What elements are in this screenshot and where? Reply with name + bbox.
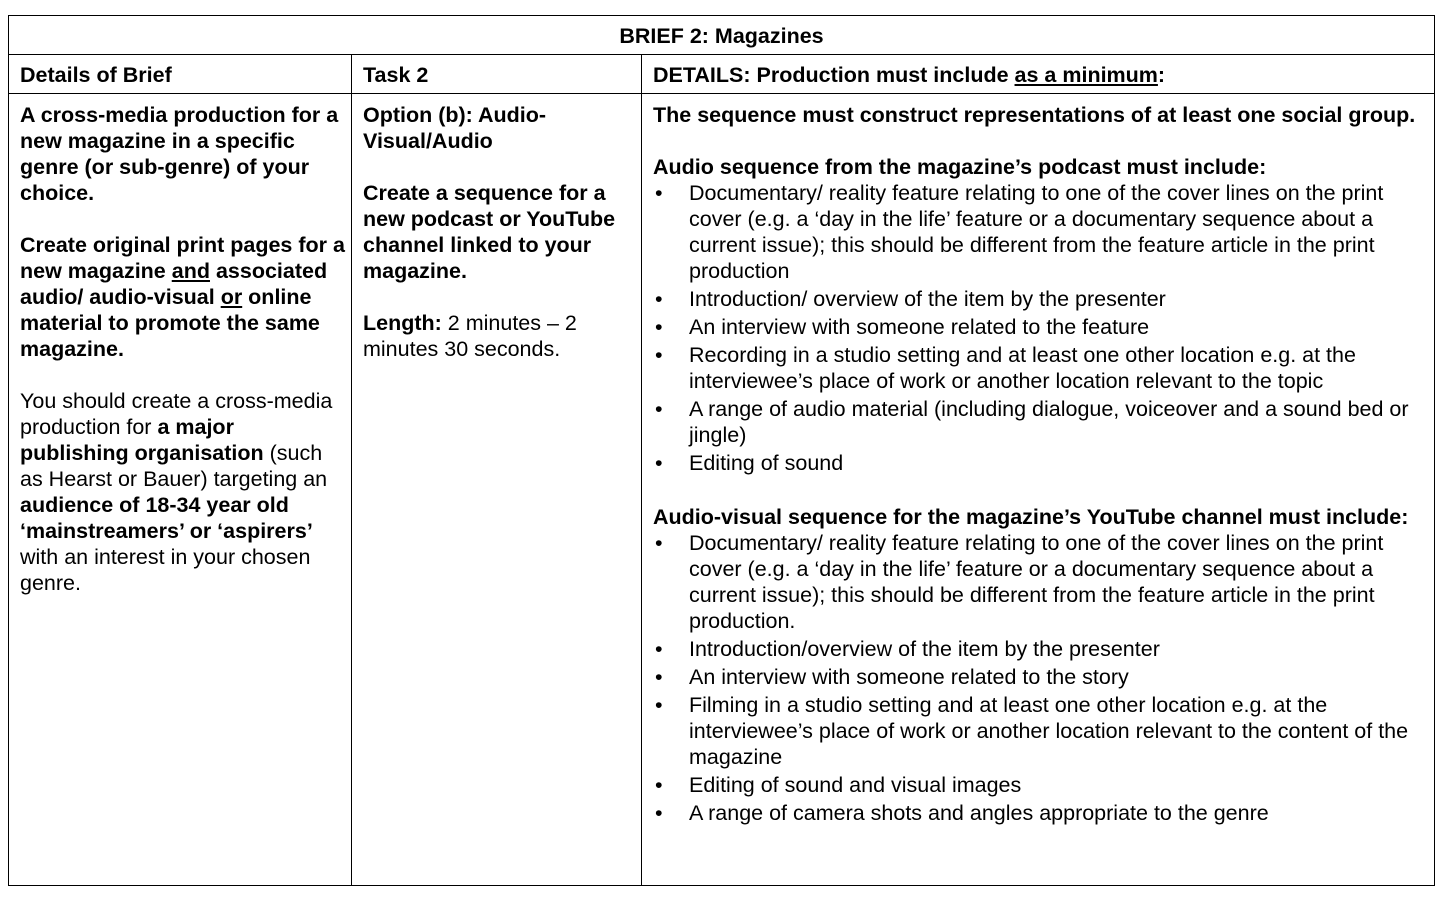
av-requirement-item-text: Introduction/overview of the item by the presenter bbox=[689, 637, 1160, 661]
bullet-icon: • bbox=[655, 693, 663, 717]
brief-title: BRIEF 2: Magazines bbox=[9, 16, 1435, 55]
audio-heading: Audio sequence from the magazine’s podcast must include: bbox=[653, 155, 1267, 179]
requirements-intro: The sequence must construct representations of at least one social group. bbox=[653, 103, 1416, 127]
bullet-icon: • bbox=[655, 665, 663, 689]
details-cell bbox=[9, 94, 352, 886]
bullet-icon: • bbox=[655, 637, 663, 661]
header-details-suffix: : bbox=[1157, 63, 1166, 87]
av-requirement-item bbox=[653, 772, 1428, 798]
title-row bbox=[9, 16, 1435, 55]
details-paragraph-2: Create original print pages for a new magazine and associated audio/ audio-visual or online material to promote the same magazine. bbox=[20, 233, 345, 361]
task-option: Option (b): Audio-Visual/Audio bbox=[363, 103, 547, 153]
audio-requirement-item-text: Introduction/ overview of the item by the presenter bbox=[689, 287, 1166, 311]
av-requirement-item-text: A range of camera shots and angles appropriate to the genre bbox=[689, 801, 1269, 825]
bullet-icon: • bbox=[655, 397, 663, 421]
av-requirement-item bbox=[653, 636, 1428, 662]
av-requirement-item-text: Filming in a studio setting and at least one other location e.g. at the interviewee’s place of work or another location relevant to the content of the magazine bbox=[689, 693, 1409, 769]
audio-requirement-item bbox=[653, 396, 1428, 448]
audio-requirement-item-text: Recording in a studio setting and at least one other location e.g. at the interviewee’s place of work or another location relevant to the topic bbox=[689, 343, 1356, 393]
bullet-icon: • bbox=[655, 451, 663, 475]
header-details-underlined: as a minimum bbox=[1014, 63, 1158, 87]
task-create: Create a sequence for a new podcast or YouTube channel linked to your magazine. bbox=[363, 181, 616, 283]
av-requirement-item bbox=[653, 664, 1428, 690]
header-row bbox=[9, 55, 1435, 94]
bullet-icon: • bbox=[655, 773, 663, 797]
audio-requirement-item-text: An interview with someone related to the feature bbox=[689, 315, 1150, 339]
audio-requirement-item-text: A range of audio material (including dialogue, voiceover and a sound bed or jingle) bbox=[689, 397, 1409, 447]
av-requirements-list bbox=[653, 530, 1428, 826]
task-cell bbox=[352, 94, 642, 886]
av-requirement-item bbox=[653, 530, 1428, 634]
av-requirement-item-text: An interview with someone related to the story bbox=[689, 665, 1129, 689]
audio-requirement-item bbox=[653, 180, 1428, 284]
task-length: Length: 2 minutes – 2 minutes 30 seconds. bbox=[363, 311, 577, 361]
av-requirement-item bbox=[653, 800, 1428, 826]
header-production-details bbox=[642, 55, 1435, 94]
av-requirement-item-text: Editing of sound and visual images bbox=[689, 773, 1022, 797]
audio-requirement-item bbox=[653, 286, 1428, 312]
brief-table bbox=[8, 15, 1435, 886]
header-task: Task 2 bbox=[352, 55, 642, 94]
body-row bbox=[9, 94, 1435, 886]
audio-requirements-list bbox=[653, 180, 1428, 476]
details-paragraph-3: You should create a cross-media production for a major publishing organisation (such as Hearst or Bauer) targeting an audience of 18-34 year old ‘mainstreamers’ or ‘aspirers’ with an interest in your chosen genre. bbox=[20, 389, 333, 595]
bullet-icon: • bbox=[655, 343, 663, 367]
details-paragraph-1: A cross-media production for a new magazine in a specific genre (or sub-genre) of your choice. bbox=[20, 103, 339, 205]
bullet-icon: • bbox=[655, 287, 663, 311]
av-requirement-item bbox=[653, 692, 1428, 770]
av-requirement-item-text: Documentary/ reality feature relating to one of the cover lines on the print cover (e.g. a ‘day in the life’ feature or a documentary sequence about a current issue); this should be different from the feature article in the print production. bbox=[689, 531, 1384, 633]
bullet-icon: • bbox=[655, 531, 663, 555]
av-heading: Audio-visual sequence for the magazine’s YouTube channel must include: bbox=[653, 505, 1409, 529]
bullet-icon: • bbox=[655, 181, 663, 205]
audio-requirement-item bbox=[653, 342, 1428, 394]
audio-requirement-item bbox=[653, 450, 1428, 476]
audio-requirement-item-text: Documentary/ reality feature relating to one of the cover lines on the print cover (e.g. a ‘day in the life’ feature or a documentary sequence about a current issue); this should be different from the feature article in the print production bbox=[689, 181, 1384, 283]
bullet-icon: • bbox=[655, 315, 663, 339]
audio-requirement-item-text: Editing of sound bbox=[689, 451, 844, 475]
requirements-cell bbox=[642, 94, 1435, 886]
audio-requirement-item bbox=[653, 314, 1428, 340]
header-details-prefix: DETAILS: Production must include bbox=[653, 63, 1015, 87]
bullet-icon: • bbox=[655, 801, 663, 825]
header-details-of-brief: Details of Brief bbox=[9, 55, 352, 94]
